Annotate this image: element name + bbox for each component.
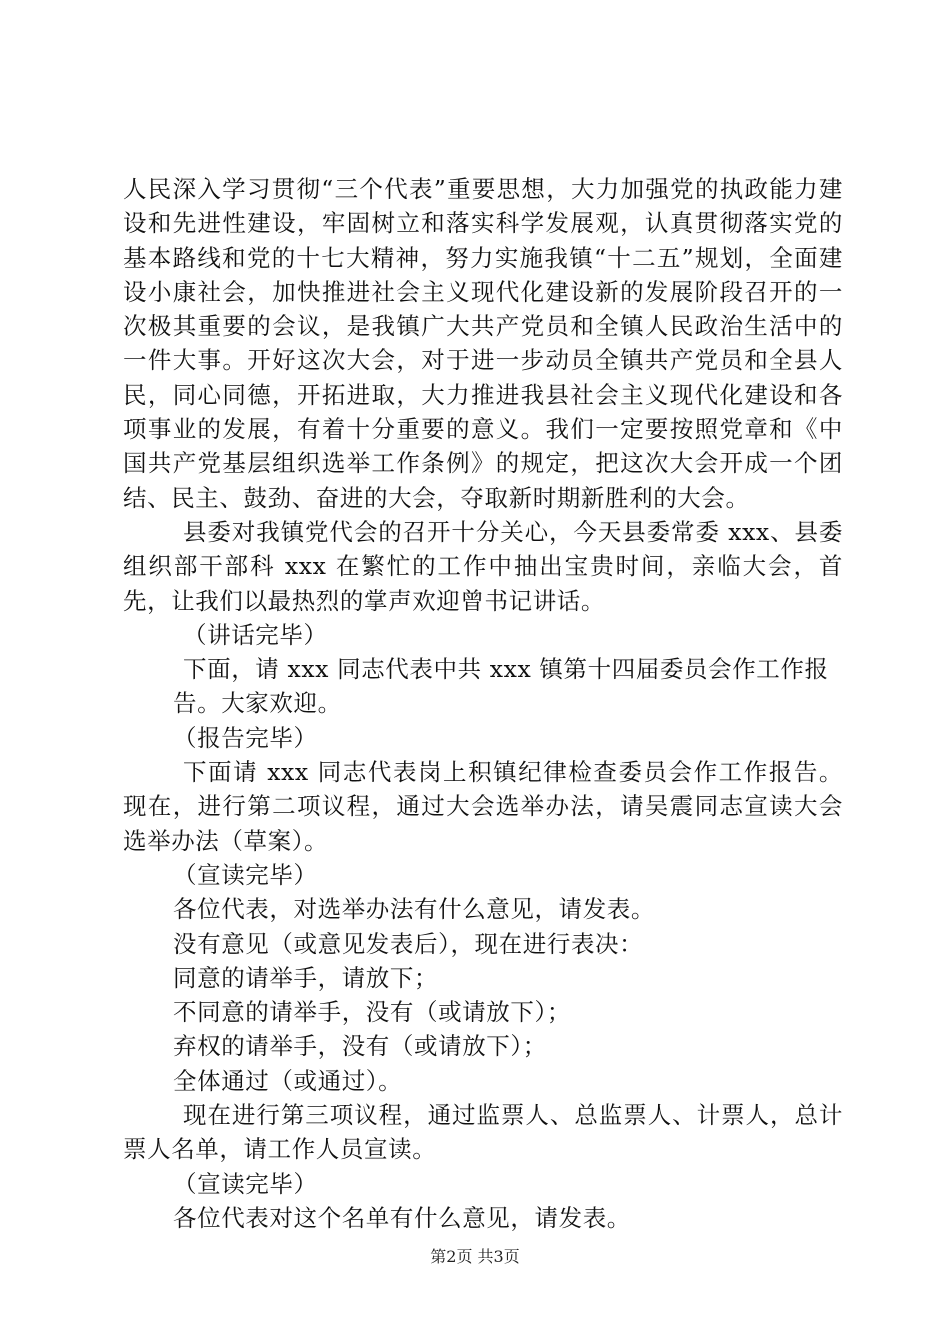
paragraph-vote-intro: 没有意见（或意见发表后），现在进行表决： [173, 929, 644, 958]
paragraph-county-committee-welcome: 县委对我镇党代会的召开十分关心，今天县委常委 xxx、县委组织部干部科 xxx 在繁忙的工作中抽出宝贵时间，亲临大会，首先，让我们以最热烈的掌声欢迎曾书记讲话。 [123, 517, 843, 615]
paragraph-speech-finished: （讲话完毕） [183, 620, 328, 649]
paragraph-vote-disagree: 不同意的请举手，没有（或请放下）； [173, 998, 571, 1027]
page-footer [0, 1244, 950, 1267]
paragraph-name-list-opinions: 各位代表对这个名单有什么意见，请发表。 [173, 1203, 631, 1232]
paragraph-vote-passed: 全体通过（或通过）。 [173, 1066, 403, 1095]
paragraph-vote-abstain: 弃权的请举手，没有（或请放下）； [173, 1032, 547, 1061]
document-body [123, 172, 843, 1235]
paragraph-third-agenda: 现在进行第三项议程，通过监票人、总监票人、计票人，总计票人名单，请工作人员宣读。 [123, 1101, 843, 1164]
page-number-label: 第2页 共3页 [430, 1247, 520, 1266]
paragraph-work-report-welcome: 告。大家欢迎。 [173, 689, 342, 718]
paragraph-report-finished: （报告完毕） [173, 723, 318, 752]
paragraph-request-opinions: 各位代表，对选举办法有什么意见，请发表。 [173, 895, 655, 924]
paragraph-reading-finished-1: （宣读完毕） [173, 860, 318, 889]
paragraph-work-report-intro: 下面，请 xxx 同志代表中共 xxx 镇第十四届委员会作工作报 [183, 655, 829, 684]
paragraph-reading-finished-2: （宣读完毕） [173, 1169, 318, 1198]
paragraph-vote-agree: 同意的请举手，请放下； [173, 963, 439, 992]
paragraph-meeting-significance: 人民深入学习贯彻“三个代表”重要思想，大力加强党的执政能力建设和先进性建设，牢固树立和落实科学发展观，认真贯彻落实党的基本路线和党的十七大精神，努力实施我镇“十二五”规划，全面建设小康社会，加快推进社会主义现代化建设新的发展阶段召开的一次极其重要的会议，是我镇广大共产党员和全镇人民政治生活中的一件大事。开好这次大会，对于进一步动员全镇共产党员和全县人民，同心同德，开拓进取，大力推进我县社会主义现代化建设和各项事业的发展，有着十分重要的意义。我们一定要按照党章和《中国共产党基层组织选举工作条例》的规定，把这次大会开成一个团结、民主、鼓劲、奋进的大会，夺取新时期新胜利的大会。 [123, 175, 843, 512]
paragraph-discipline-report-and-second-agenda: 下面请 xxx 同志代表岗上积镇纪律检查委员会作工作报告。现在，进行第二项议程，通过大会选举办法，请吴震同志宣读大会选举办法（草案）。 [123, 758, 843, 855]
